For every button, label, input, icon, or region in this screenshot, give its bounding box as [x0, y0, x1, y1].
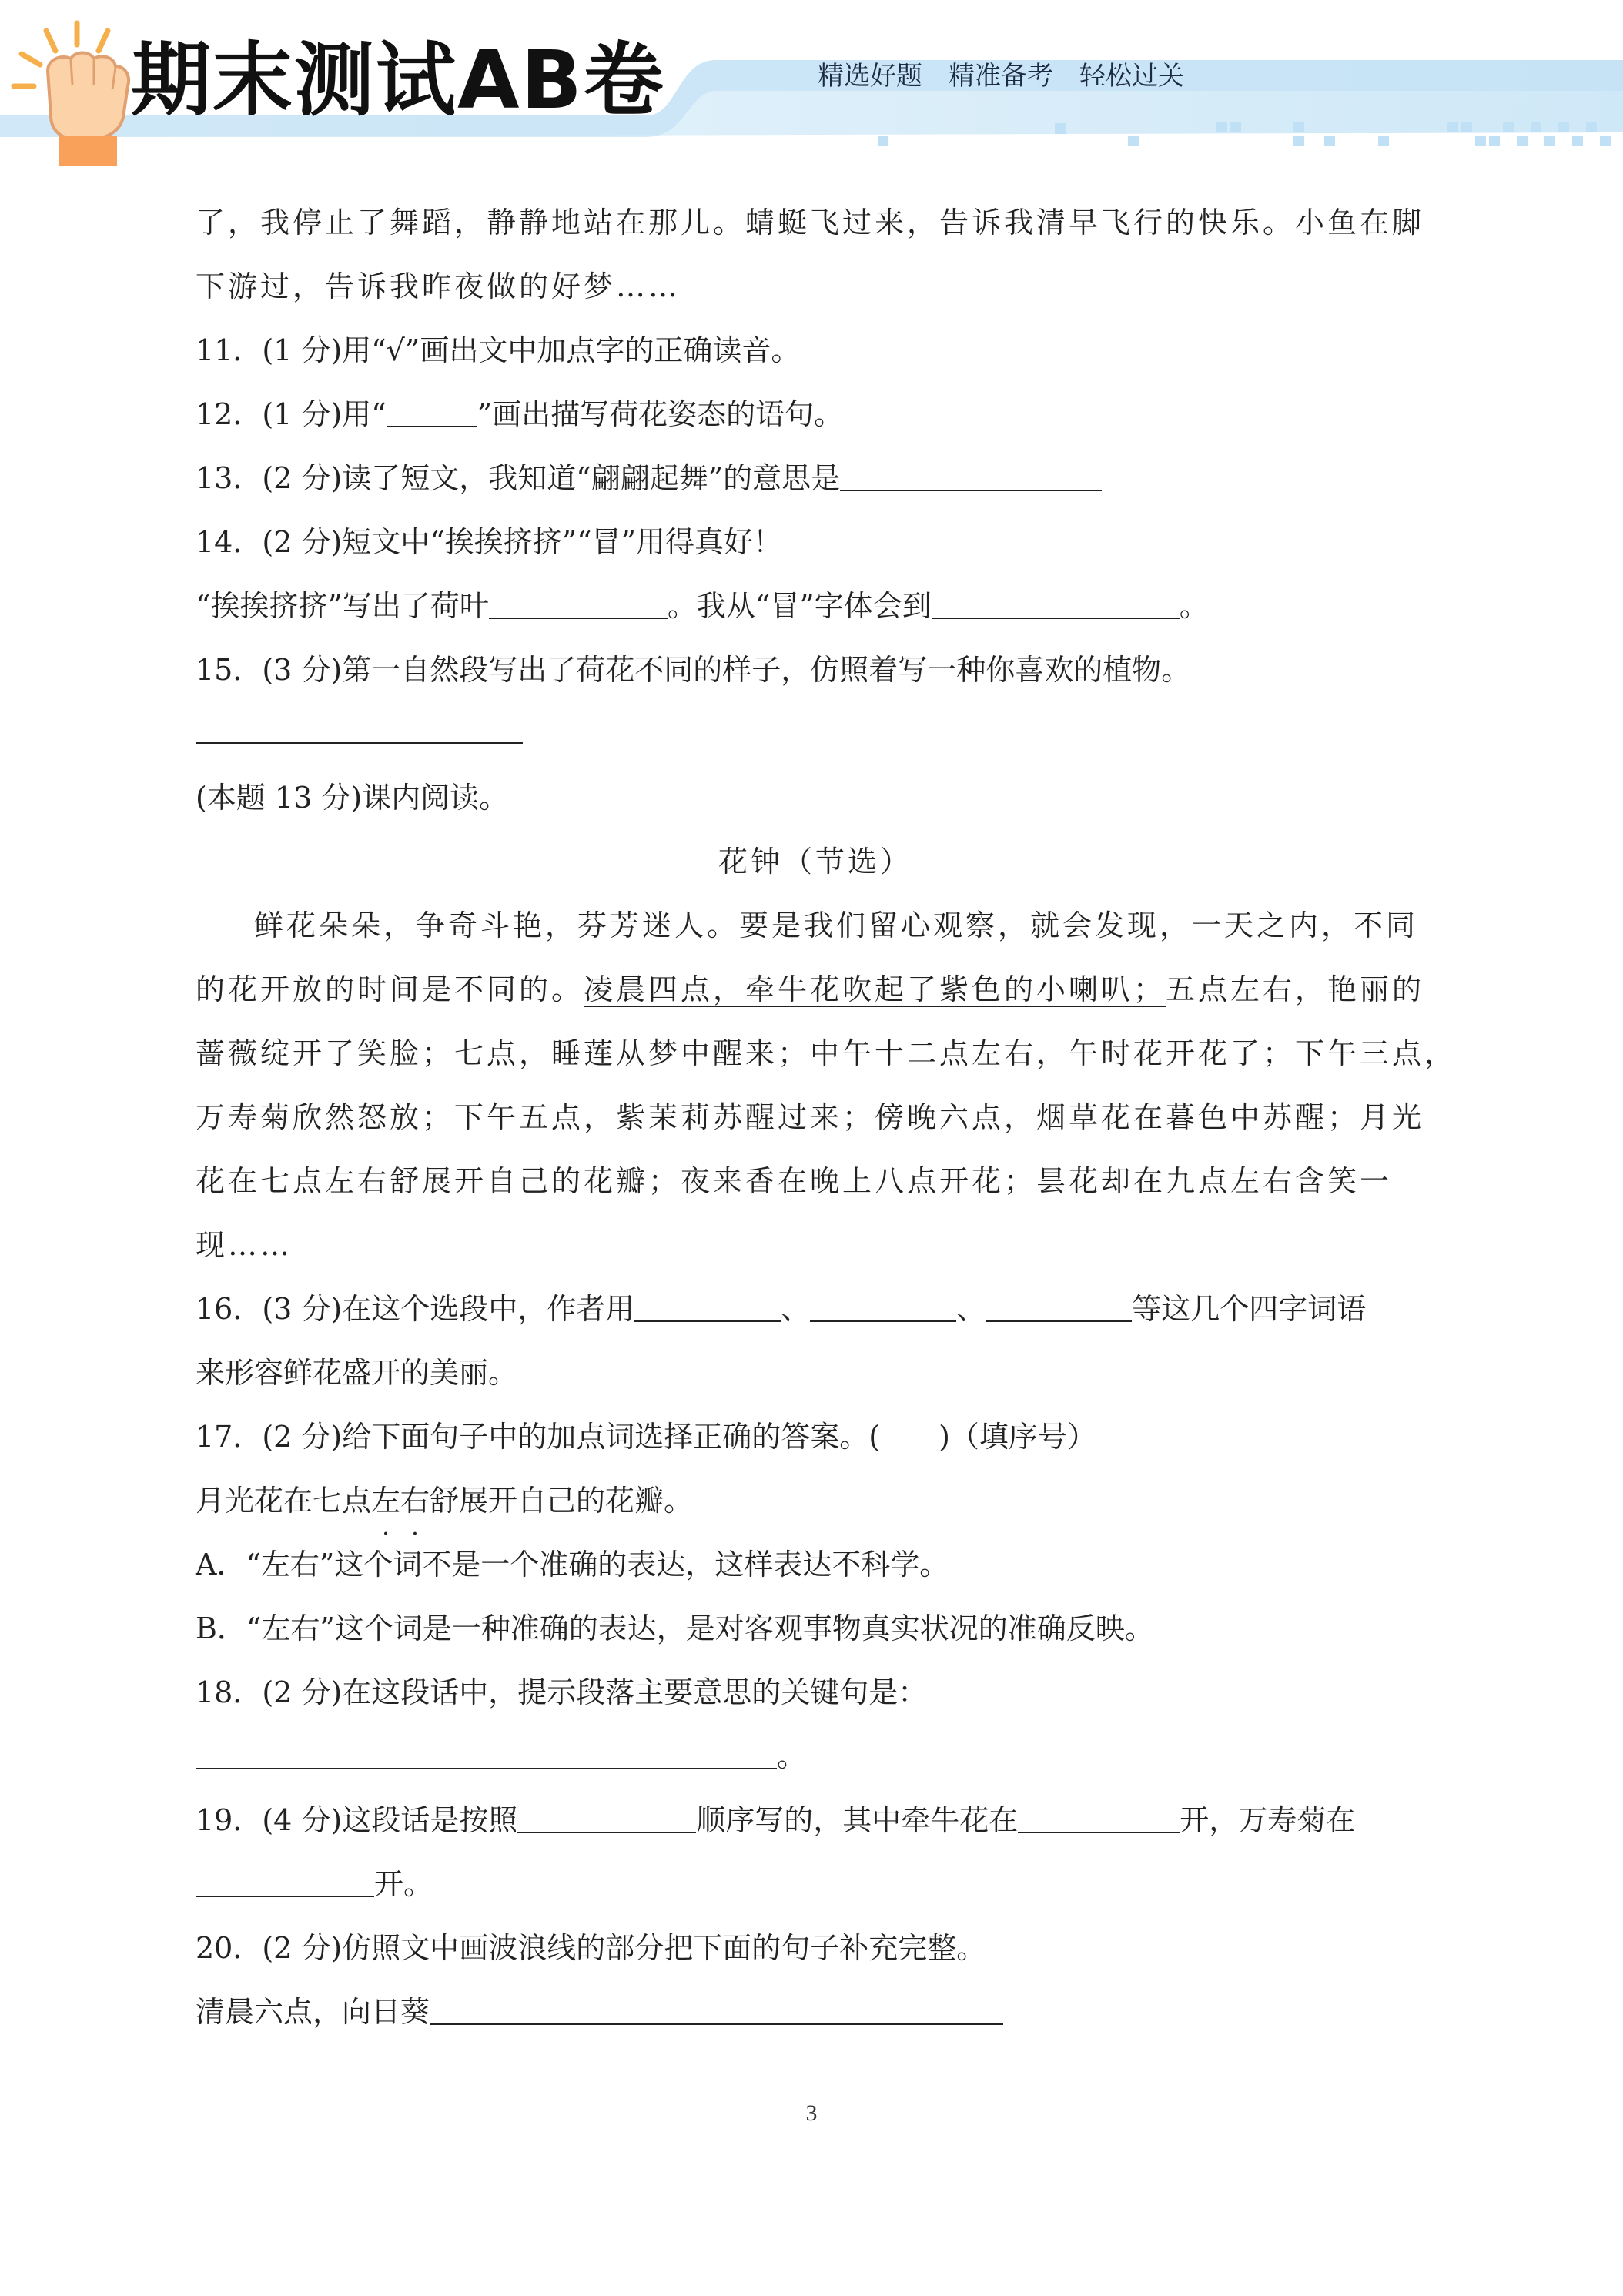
- q14-text-b: 。我从“冒”字体会到: [667, 589, 932, 623]
- sentence-text: 舒展开自己的花瓣。: [430, 1484, 694, 1518]
- question-15: 15．(3 分)第一自然段写出了荷花不同的样子，仿照着写一种你喜欢的植物。: [196, 653, 1191, 687]
- question-18: 18．(2 分)在这段话中，提示段落主要意思的关键句是：: [196, 1675, 928, 1709]
- q19-text-end: 开。: [374, 1867, 433, 1901]
- passage-line: 了，我停止了舞蹈，静静地站在那儿。蜻蜓飞过来，告诉我清早飞行的快乐。小鱼在脚: [196, 206, 1425, 239]
- q19-text: 顺序写的，其中牵牛花在: [696, 1803, 1019, 1837]
- answer-blank[interactable]: [517, 1806, 696, 1833]
- question-18-answer: [196, 1725, 1435, 1789]
- option-b[interactable]: B．“左右”这个词是一种准确的表达，是对客观事物真实状况的准确反映。: [196, 1612, 1154, 1645]
- brand-title: 期末测试AB卷: [131, 33, 665, 127]
- passage-line: [196, 958, 1435, 1022]
- slogan-1: 精选好题: [818, 61, 922, 92]
- dotted-char: 左: [371, 1484, 401, 1518]
- passage-line: 花在七点左右舒展开自己的花瓣；夜来香在晚上八点开花；昙花却在九点左右含笑一: [196, 1164, 1393, 1198]
- separator: 、: [781, 1292, 811, 1326]
- section-intro: (本题 13 分)课内阅读。: [196, 781, 509, 815]
- answer-blank[interactable]: [1018, 1806, 1180, 1833]
- q14-text-a: “挨挨挤挤”写出了荷叶: [196, 589, 489, 623]
- passage-text: 的花开放的时间是不同的。: [196, 972, 584, 1006]
- passage-line: 鲜花朵朵，争奇斗艳，芬芳迷人。要是我们留心观察，就会发现，一天之内，不同: [254, 909, 1419, 942]
- header-banner: [0, 0, 1623, 166]
- passage-title: 花钟（节选）: [718, 845, 912, 879]
- question-17-sentence: [196, 1469, 1435, 1533]
- question-15-answer: [196, 702, 1435, 766]
- slogan-2: 精准备考: [949, 61, 1053, 92]
- answer-blank[interactable]: [634, 1294, 781, 1322]
- question-14-blanks: [196, 574, 1435, 638]
- q13-text: 13．(2 分)读了短文，我知道“翩翩起舞”的意思是: [196, 461, 841, 495]
- period: 。: [777, 1739, 807, 1773]
- question-19-cont: [196, 1853, 1435, 1916]
- slogan-group: [818, 61, 1184, 92]
- passage-text: 五点左右，艳丽的: [1166, 972, 1425, 1006]
- passage-line: 下游过，告诉我昨夜做的好梦……: [196, 269, 681, 303]
- question-14: 14．(2 分)短文中“挨挨挤挤”“冒”用得真好！: [196, 525, 782, 559]
- question-16-cont: 来形容鲜花盛开的美丽。: [196, 1356, 518, 1390]
- q20-text: 清晨六点，向日葵: [196, 1995, 430, 2029]
- q19-text: 开，万寿菊在: [1180, 1803, 1356, 1837]
- question-11: 11．(1 分)用“√”画出文中加点字的正确读音。: [196, 333, 801, 367]
- question-16: [196, 1277, 1435, 1341]
- page-number: 3: [805, 2100, 818, 2126]
- separator: 、: [956, 1292, 986, 1326]
- fist-icon: [14, 23, 129, 166]
- question-17: 17．(2 分)给下面句子中的加点词选择正确的答案。( )（填序号）: [196, 1420, 1096, 1454]
- sentence-text: 月光花在七点: [196, 1484, 372, 1518]
- passage-line: 蔷薇绽开了笑脸；七点，睡莲从梦中醒来；中午十二点左右，午时花开花了；下午三点，: [196, 1036, 1457, 1070]
- answer-blank[interactable]: [196, 711, 523, 744]
- option-a[interactable]: A．“左右”这个词不是一个准确的表达，这样表达不科学。: [196, 1548, 949, 1581]
- question-19: [196, 1789, 1435, 1853]
- passage-line: 现……: [196, 1228, 293, 1262]
- question-12: [196, 383, 1435, 447]
- answer-blank[interactable]: [489, 591, 668, 619]
- question-13: [196, 447, 1435, 510]
- answer-blank[interactable]: [196, 1742, 777, 1769]
- wavy-underlined-sentence: 凌晨四点，牵牛花吹起了紫色的小喇叭；: [584, 972, 1166, 1006]
- passage-line: 万寿菊欣然怒放；下午五点，紫茉莉苏醒过来；傍晚六点，烟草花在暮色中苏醒；月光: [196, 1100, 1425, 1134]
- answer-blank[interactable]: [810, 1294, 956, 1322]
- question-20: 20．(2 分)仿照文中画波浪线的部分把下面的句子补充完整。: [196, 1931, 986, 1965]
- q19-text: 19．(4 分)这段话是按照: [196, 1803, 518, 1837]
- answer-blank[interactable]: [932, 591, 1180, 619]
- answer-blank[interactable]: [430, 1997, 1003, 2025]
- q16-text-post: 等这几个四字词语: [1132, 1292, 1367, 1326]
- answer-blank[interactable]: [840, 464, 1102, 491]
- q14-text-c: 。: [1179, 589, 1209, 623]
- question-20-answer: [196, 1980, 1435, 2044]
- answer-blank[interactable]: [196, 1869, 374, 1897]
- q12-text-pre: 12．(1 分)用“: [196, 397, 387, 431]
- slogan-3: 轻松过关: [1079, 61, 1184, 92]
- q16-text: 16．(3 分)在这个选段中，作者用: [196, 1292, 635, 1326]
- answer-blank[interactable]: [986, 1294, 1132, 1322]
- q12-text-post: ”画出描写荷花姿态的语句。: [477, 397, 844, 431]
- worksheet-body: [196, 191, 1457, 2044]
- dotted-char: 右: [400, 1484, 430, 1518]
- answer-blank[interactable]: [387, 400, 477, 427]
